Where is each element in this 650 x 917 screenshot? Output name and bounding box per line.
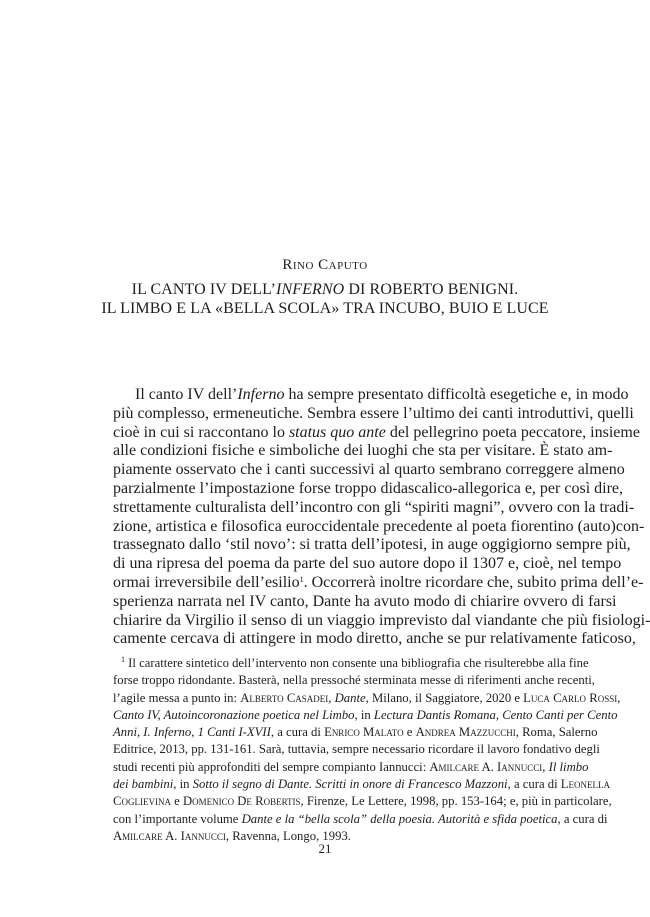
body-line: alle condizioni fisiche e simboliche dei luoghi che sta per visitare. È stato am- <box>113 442 613 460</box>
body-line: sperienza narrata nel IV canto, Dante ha avuto modo di chiarire ovvero di farsi <box>113 592 617 610</box>
footnote-line: $^1$ Il carattere sintetico dell’intervento non consente una bibliografia che risulterebbe alla fine <box>121 655 589 670</box>
body-line: chiarire da Virgilio il senso di un viaggio imprevisto dal viandante che più fisiologi- <box>113 611 650 629</box>
body-line: strettamente culturalista dell’incontro con gli “spiriti magni”, ovvero con la tradi- <box>113 498 635 516</box>
author-name: Rino Caputo <box>282 257 368 273</box>
body-line: piamente osservato che i canti successivi al quarto sembrano correggere almeno <box>113 461 625 479</box>
footnote-line: l’agile messa a punto in: Alberto Casadei, Dante, Milano, il Saggiatore, 2020 e Luca Carlo Rossi, <box>113 690 621 705</box>
footnote-line: con l’importante volume Dante e la “bella scola” della poesia. Autorità e sfida poetica, a cura di <box>113 811 608 826</box>
footnote-line: forse troppo ridondante. Basterà, nella pressoché sterminata messe di riferimenti anche recenti, <box>113 673 595 688</box>
body-line: zione, artistica e filosofica euroccidentale precedente al poeta fiorentino (auto)con- <box>113 517 645 535</box>
footnote-line: Anni, I. Inferno, 1 Canti I-XVII, a cura di Enrico Malato e Andrea Mazzucchi, Roma, Salerno <box>113 725 598 740</box>
body-line: trassegnato dallo ‘stil novo’: si tratta dell’ipotesi, in auge oggigiorno sempre più, <box>113 536 631 554</box>
body-paragraph <box>113 386 650 649</box>
footnote-line: Editrice, 2013, pp. 131-161. Sarà, tuttavia, sempre necessario ricordare il lavoro fondativo degli <box>113 742 600 757</box>
article-title-line-2: IL LIMBO E LA «BELLA SCOLA» TRA INCUBO, BUIO E LUCE <box>101 300 549 317</box>
footnote-line: Canto IV, Autoincoronazione poetica nel Limbo, in Lectura Dantis Romana, Cento Canti per Cento <box>113 707 618 722</box>
footnote <box>113 655 621 845</box>
footnote-line: dei bambini, in Sotto il segno di Dante. Scritti in onore di Francesco Mazzoni, a cura di Leonella <box>113 777 611 792</box>
body-line: ormai irreversibile dell’esilio$^1$. Occorrerà inoltre ricordare che, subito prima dell’e- <box>113 573 644 591</box>
body-line: camente cercava di attingere in modo diretto, anche se pur relativamente faticoso, <box>113 630 636 648</box>
body-line: Il canto IV dell’Inferno ha sempre presentato difficoltà esegetiche e, in modo <box>135 386 629 403</box>
body-line: parzialmente l’impostazione forse troppo didascalico-allegorica e, per così dire, <box>113 479 624 497</box>
footnote-line: studi recenti più approfonditi del sempre compianto Iannucci: Amilcare A. Iannucci, Il limbo <box>113 759 589 774</box>
body-line: di una ripresa del poema da parte del suo autore dopo il 1307 e, cioè, nel tempo <box>113 555 622 573</box>
footnote-marker: 1 <box>121 655 125 664</box>
title-italic-inferno: INFERNO <box>276 281 345 298</box>
body-line: più complesso, ermeneutiche. Sembra essere l’ultimo dei canti introduttivi, quelli <box>113 404 634 422</box>
body-line: cioè in cui si raccontano lo status quo ante del pellegrino poeta peccatore, insieme <box>113 423 640 441</box>
article-title-line-1: IL CANTO IV DELL’INFERNO DI ROBERTO BENIGNI. <box>131 281 519 298</box>
footnote-reference[interactable]: 1 <box>299 574 304 584</box>
footnote-line: Coglievina e Domenico De Robertis, Firenze, Le Lettere, 1998, pp. 153-164; e, più in particolare, <box>113 794 612 809</box>
footnote-line: Amilcare A. Iannucci, Ravenna, Longo, 1993. <box>113 828 351 843</box>
page-number: 21 <box>318 841 332 856</box>
